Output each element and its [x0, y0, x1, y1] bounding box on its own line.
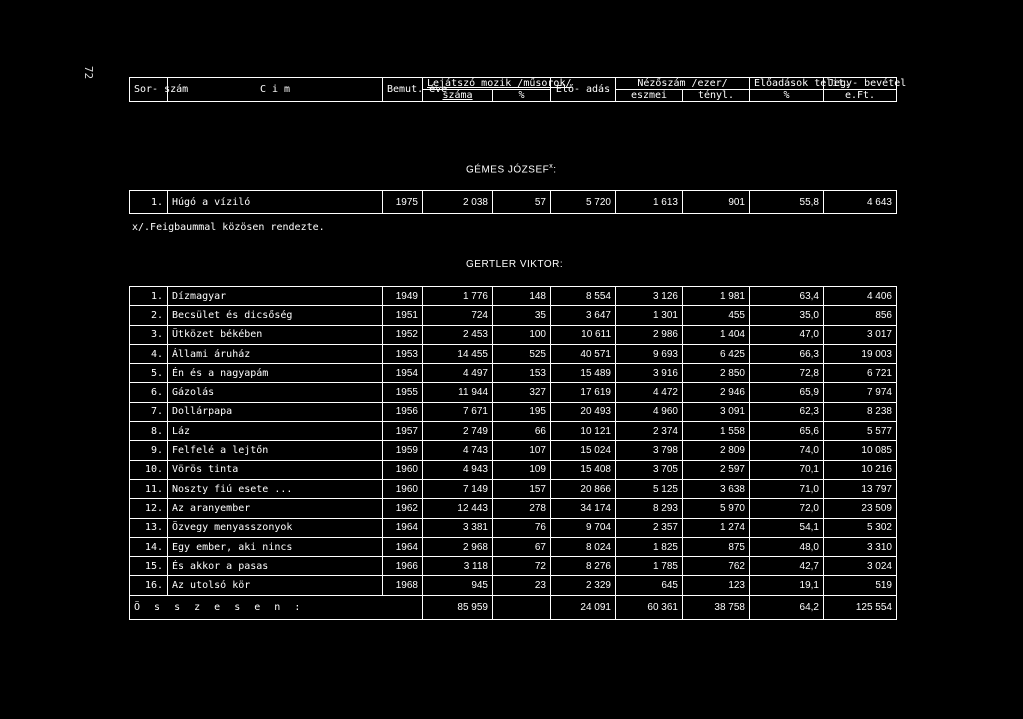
footnote: x/.Feigbaummal közösen rendezte.: [132, 222, 325, 233]
row-title: Gázolás: [168, 383, 383, 402]
row-mozik-pct: 148: [493, 287, 551, 306]
row-eloadas: 15 024: [551, 441, 616, 460]
row-nezo-tenyl: 6 425: [683, 344, 750, 363]
row-year: 1957: [383, 422, 423, 441]
row-nezo-eszmei: 8 293: [616, 499, 683, 518]
row-number: 13.: [130, 518, 168, 537]
row-title: És akkor a pasas: [168, 557, 383, 576]
total-label: Ö s s z e s e n :: [130, 595, 423, 619]
row-eloadas: 10 611: [551, 325, 616, 344]
row-nezo-eszmei: 3 126: [616, 287, 683, 306]
table-row: [130, 402, 897, 421]
total-nezo-eszmei: 60 361: [616, 595, 683, 619]
row-year: 1954: [383, 364, 423, 383]
table-row: [130, 325, 897, 344]
row-eloadas: 8 024: [551, 537, 616, 556]
table-row: [130, 383, 897, 402]
row-number: 15.: [130, 557, 168, 576]
table-row: [130, 422, 897, 441]
row-mozik-szama: 11 944: [423, 383, 493, 402]
table-row: [130, 576, 897, 595]
row-jegybevetel: 10 085: [824, 441, 897, 460]
row-number: 2.: [130, 306, 168, 325]
row-nezo-eszmei: 2 357: [616, 518, 683, 537]
row-number: 8.: [130, 422, 168, 441]
row-nezo-eszmei: 645: [616, 576, 683, 595]
total-telit-pct: 64,2: [750, 595, 824, 619]
row-jegybevetel: 7 974: [824, 383, 897, 402]
row-year: 1962: [383, 499, 423, 518]
row-jegybevetel: 5 302: [824, 518, 897, 537]
row-mozik-pct: 66: [493, 422, 551, 441]
row-title: Özvegy menyasszonyok: [168, 518, 383, 537]
row-year: 1975: [383, 191, 423, 214]
row-eloadas: 8 276: [551, 557, 616, 576]
row-year: 1959: [383, 441, 423, 460]
header-cim: C i m: [168, 78, 383, 102]
total-mozik-szama: 85 959: [423, 595, 493, 619]
page-number: 72: [82, 65, 96, 80]
row-mozik-pct: 109: [493, 460, 551, 479]
row-year: 1966: [383, 557, 423, 576]
header-mozik-pct: %: [493, 90, 551, 102]
row-title: Az utolsó kör: [168, 576, 383, 595]
row-mozik-pct: 67: [493, 537, 551, 556]
row-mozik-pct: 100: [493, 325, 551, 344]
row-nezo-tenyl: 875: [683, 537, 750, 556]
row-mozik-szama: 2 749: [423, 422, 493, 441]
row-eloadas: 15 489: [551, 364, 616, 383]
row-nezo-eszmei: 3 705: [616, 460, 683, 479]
row-number: 10.: [130, 460, 168, 479]
row-mozik-szama: 1 776: [423, 287, 493, 306]
row-title: Becsület és dicsőség: [168, 306, 383, 325]
row-year: 1955: [383, 383, 423, 402]
row-jegybevetel: 4 643: [824, 191, 897, 214]
row-title: Ütközet békében: [168, 325, 383, 344]
row-mozik-szama: 2 453: [423, 325, 493, 344]
row-nezo-tenyl: 2 809: [683, 441, 750, 460]
table-row: [130, 460, 897, 479]
row-nezo-eszmei: 3 798: [616, 441, 683, 460]
row-year: 1968: [383, 576, 423, 595]
row-telit-pct: 72,8: [750, 364, 824, 383]
row-mozik-pct: 57: [493, 191, 551, 214]
row-nezo-eszmei: 1 785: [616, 557, 683, 576]
row-mozik-szama: 7 149: [423, 479, 493, 498]
table-row: [130, 441, 897, 460]
header-nezoszam-tenyl: tényl.: [683, 90, 750, 102]
header-jegybevetel: Jegy- bevétel: [824, 78, 897, 90]
row-nezo-tenyl: 1 981: [683, 287, 750, 306]
row-mozik-szama: 724: [423, 306, 493, 325]
row-telit-pct: 54,1: [750, 518, 824, 537]
header-mozik-szama: száma: [423, 90, 493, 102]
header-nezoszam-group: Nézőszám /ezer/: [616, 78, 750, 90]
row-nezo-eszmei: 1 613: [616, 191, 683, 214]
row-jegybevetel: 4 406: [824, 287, 897, 306]
row-mozik-szama: 3 118: [423, 557, 493, 576]
row-eloadas: 20 866: [551, 479, 616, 498]
row-jegybevetel: 19 003: [824, 344, 897, 363]
row-nezo-tenyl: 455: [683, 306, 750, 325]
row-number: 6.: [130, 383, 168, 402]
row-nezo-eszmei: 1 825: [616, 537, 683, 556]
row-year: 1949: [383, 287, 423, 306]
row-mozik-pct: 327: [493, 383, 551, 402]
table-gemes: [129, 190, 897, 214]
row-number: 1.: [130, 287, 168, 306]
row-nezo-tenyl: 2 597: [683, 460, 750, 479]
section-title-gemes: GÉMES JÓZSEF$^x$:: [466, 163, 557, 176]
row-jegybevetel: 3 024: [824, 557, 897, 576]
row-number: 1.: [130, 191, 168, 214]
row-year: 1964: [383, 537, 423, 556]
header-eloadas: Elő- adás: [551, 78, 616, 102]
header-jegybevetel-unit: e.Ft.: [824, 90, 897, 102]
row-mozik-szama: 7 671: [423, 402, 493, 421]
table-row: [130, 518, 897, 537]
row-jegybevetel: 856: [824, 306, 897, 325]
total-mozik-pct: [493, 595, 551, 619]
row-title: Az aranyember: [168, 499, 383, 518]
table-row: [130, 306, 897, 325]
row-eloadas: 9 704: [551, 518, 616, 537]
row-number: 16.: [130, 576, 168, 595]
row-title: Dízmagyar: [168, 287, 383, 306]
row-title: Dollárpapa: [168, 402, 383, 421]
row-telit-pct: 48,0: [750, 537, 824, 556]
row-nezo-eszmei: 3 916: [616, 364, 683, 383]
row-eloadas: 8 554: [551, 287, 616, 306]
row-mozik-pct: 157: [493, 479, 551, 498]
row-nezo-eszmei: 2 374: [616, 422, 683, 441]
row-nezo-tenyl: 123: [683, 576, 750, 595]
row-telit-pct: 55,8: [750, 191, 824, 214]
row-telit-pct: 63,4: [750, 287, 824, 306]
row-jegybevetel: 519: [824, 576, 897, 595]
row-title: Noszty fiú esete ...: [168, 479, 383, 498]
row-nezo-eszmei: 4 472: [616, 383, 683, 402]
row-telit-pct: 47,0: [750, 325, 824, 344]
row-mozik-pct: 107: [493, 441, 551, 460]
row-nezo-tenyl: 2 946: [683, 383, 750, 402]
row-mozik-pct: 153: [493, 364, 551, 383]
row-title: Húgó a víziló: [168, 191, 383, 214]
row-eloadas: 40 571: [551, 344, 616, 363]
table-row: [130, 344, 897, 363]
row-mozik-szama: 4 943: [423, 460, 493, 479]
row-number: 3.: [130, 325, 168, 344]
row-year: 1951: [383, 306, 423, 325]
row-mozik-szama: 945: [423, 576, 493, 595]
total-row: [130, 595, 897, 619]
row-nezo-tenyl: 901: [683, 191, 750, 214]
header-sor-szam: Sor- szám: [130, 78, 168, 102]
row-year: 1956: [383, 402, 423, 421]
row-telit-pct: 65,9: [750, 383, 824, 402]
header-nezoszam-eszmei: eszmei: [616, 90, 683, 102]
row-mozik-pct: 76: [493, 518, 551, 537]
total-eloadas: 24 091: [551, 595, 616, 619]
column-header-table: [129, 77, 907, 102]
row-number: 7.: [130, 402, 168, 421]
row-telit-pct: 42,7: [750, 557, 824, 576]
row-title: Felfelé a lejtőn: [168, 441, 383, 460]
table-row: [130, 287, 897, 306]
row-title: Vörös tinta: [168, 460, 383, 479]
row-telit-pct: 74,0: [750, 441, 824, 460]
row-nezo-eszmei: 4 960: [616, 402, 683, 421]
row-title: Láz: [168, 422, 383, 441]
row-mozik-szama: 12 443: [423, 499, 493, 518]
row-mozik-pct: 525: [493, 344, 551, 363]
total-nezo-tenyl: 38 758: [683, 595, 750, 619]
row-year: 1952: [383, 325, 423, 344]
row-jegybevetel: 5 577: [824, 422, 897, 441]
row-jegybevetel: 8 238: [824, 402, 897, 421]
row-eloadas: 5 720: [551, 191, 616, 214]
table-row: [130, 499, 897, 518]
table-row: [130, 364, 897, 383]
row-eloadas: 2 329: [551, 576, 616, 595]
row-eloadas: 10 121: [551, 422, 616, 441]
row-mozik-szama: 4 743: [423, 441, 493, 460]
row-telit-pct: 71,0: [750, 479, 824, 498]
total-jegybevetel: 125 554: [824, 595, 897, 619]
row-nezo-eszmei: 9 693: [616, 344, 683, 363]
row-mozik-pct: 72: [493, 557, 551, 576]
row-telit-pct: 35,0: [750, 306, 824, 325]
row-eloadas: 3 647: [551, 306, 616, 325]
table-row: [130, 557, 897, 576]
row-title: Egy ember, aki nincs: [168, 537, 383, 556]
row-mozik-pct: 35: [493, 306, 551, 325]
row-number: 4.: [130, 344, 168, 363]
row-eloadas: 15 408: [551, 460, 616, 479]
row-mozik-szama: 3 381: [423, 518, 493, 537]
row-telit-pct: 66,3: [750, 344, 824, 363]
row-mozik-szama: 2 038: [423, 191, 493, 214]
row-nezo-eszmei: 5 125: [616, 479, 683, 498]
header-bemut-eve: Bemut. éve: [383, 78, 423, 102]
row-mozik-pct: 195: [493, 402, 551, 421]
row-nezo-tenyl: 1 404: [683, 325, 750, 344]
row-mozik-szama: 14 455: [423, 344, 493, 363]
row-telit-pct: 72,0: [750, 499, 824, 518]
table-row: [130, 537, 897, 556]
row-year: 1960: [383, 479, 423, 498]
row-number: 5.: [130, 364, 168, 383]
table-row: [130, 479, 897, 498]
header-mozik-group: Lejátszó mozik /műsorok/: [423, 78, 551, 90]
row-nezo-tenyl: 3 091: [683, 402, 750, 421]
row-nezo-tenyl: 1 558: [683, 422, 750, 441]
header-eloadasok-telit: Előadások telit.: [750, 78, 824, 90]
row-telit-pct: 19,1: [750, 576, 824, 595]
row-telit-pct: 62,3: [750, 402, 824, 421]
row-mozik-pct: 23: [493, 576, 551, 595]
row-mozik-pct: 278: [493, 499, 551, 518]
row-number: 9.: [130, 441, 168, 460]
header-eloadasok-pct: %: [750, 90, 824, 102]
section-title-gertler: GERTLER VIKTOR:: [466, 259, 564, 270]
row-mozik-szama: 2 968: [423, 537, 493, 556]
table-row: [130, 191, 897, 214]
row-number: 12.: [130, 499, 168, 518]
row-eloadas: 20 493: [551, 402, 616, 421]
row-jegybevetel: 10 216: [824, 460, 897, 479]
row-telit-pct: 65,6: [750, 422, 824, 441]
row-year: 1964: [383, 518, 423, 537]
row-eloadas: 17 619: [551, 383, 616, 402]
row-nezo-tenyl: 1 274: [683, 518, 750, 537]
row-jegybevetel: 3 017: [824, 325, 897, 344]
row-telit-pct: 70,1: [750, 460, 824, 479]
row-year: 1960: [383, 460, 423, 479]
row-nezo-tenyl: 3 638: [683, 479, 750, 498]
row-title: Állami áruház: [168, 344, 383, 363]
row-jegybevetel: 13 797: [824, 479, 897, 498]
row-jegybevetel: 3 310: [824, 537, 897, 556]
row-number: 14.: [130, 537, 168, 556]
title-footnote-mark: x: [549, 163, 554, 170]
row-jegybevetel: 6 721: [824, 364, 897, 383]
table-gertler: [129, 286, 897, 620]
row-jegybevetel: 23 509: [824, 499, 897, 518]
row-nezo-tenyl: 762: [683, 557, 750, 576]
row-nezo-tenyl: 5 970: [683, 499, 750, 518]
row-year: 1953: [383, 344, 423, 363]
row-nezo-eszmei: 2 986: [616, 325, 683, 344]
row-nezo-eszmei: 1 301: [616, 306, 683, 325]
row-title: Én és a nagyapám: [168, 364, 383, 383]
row-nezo-tenyl: 2 850: [683, 364, 750, 383]
row-eloadas: 34 174: [551, 499, 616, 518]
row-mozik-szama: 4 497: [423, 364, 493, 383]
row-number: 11.: [130, 479, 168, 498]
